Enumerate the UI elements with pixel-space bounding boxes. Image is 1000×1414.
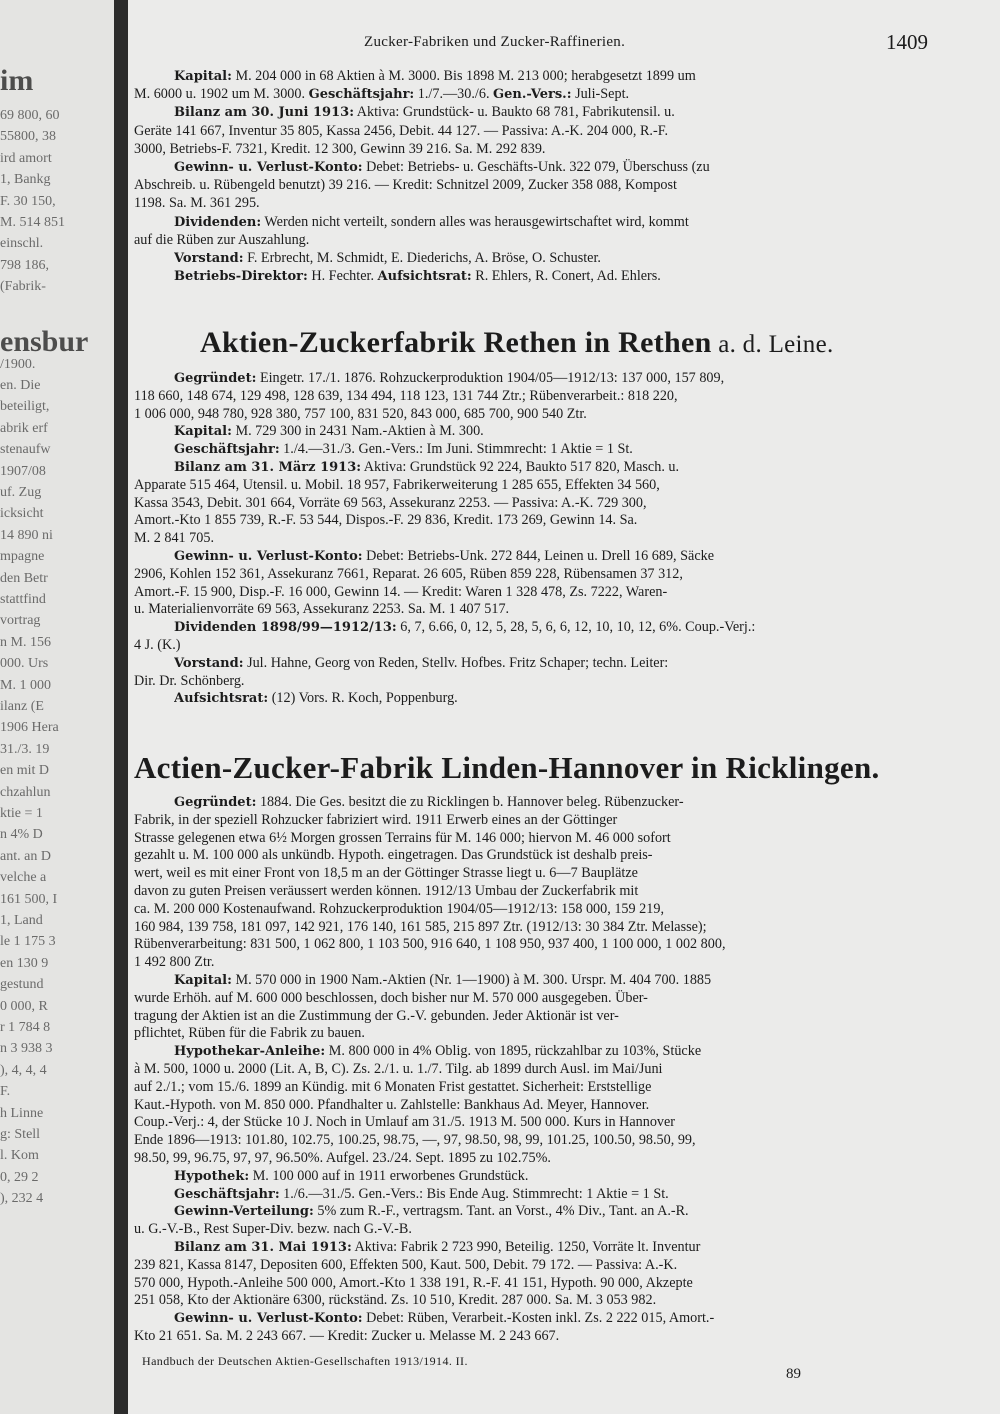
- entry-line: [174, 1186, 978, 1203]
- entry-text: pflichtet, Rüben für die Fabrik zu bauen.: [134, 1025, 365, 1042]
- left-page-fragment: chzahlun: [0, 784, 51, 800]
- entry-label: Gewinn-Verteilung:: [174, 1204, 314, 1220]
- entry-line: [134, 990, 938, 1007]
- entry-label: Kapital:: [174, 69, 232, 84]
- entry-text: 251 058, Kto der Aktionäre 6300, rückständ. Zs. 10 510, Kredit. 287 000. Sa. M. 3 053 982.: [134, 1292, 657, 1309]
- left-page-fragment: icksicht: [0, 506, 44, 522]
- geschaeftsjahr-value: 1./7.—30./6.: [414, 86, 490, 103]
- company-title-rethen: [200, 326, 834, 360]
- entry-line: [174, 214, 978, 231]
- entry-text: Rübenverarbeitung: 831 500, 1 062 800, 1 103 500, 916 640, 1 108 950, 937 400, 1 100 000, 1 002 800,: [134, 936, 726, 953]
- entry-line: [134, 1150, 938, 1167]
- entry-text: Apparate 515 464, Utensil. u. Mobil. 18 957, Fabrikerweiterung 1 285 655, Effekten 34 560,: [134, 476, 660, 493]
- left-page-fragment: 14 890 ni: [0, 527, 53, 543]
- entry-text: 5% zum R.-F., vertragsm. Tant. an Vorst., 4% Div., Tant. an A.-R.: [313, 1203, 689, 1220]
- page-gutter-divider: [114, 0, 128, 1414]
- entry-text: tragung der Aktien ist an die Zustimmung der G.-V. gebunden. Jeder Aktionär ist ver-: [134, 1007, 619, 1024]
- entry-text: (12) Vors. R. Koch, Poppenburg.: [268, 690, 458, 707]
- left-page-fragment: h Linne: [0, 1105, 44, 1121]
- entry-line: [174, 690, 978, 707]
- entry-line: [134, 141, 938, 158]
- entry-line: [134, 477, 938, 494]
- entry-line: [174, 794, 978, 811]
- entry-line: [174, 619, 978, 636]
- running-head: Zucker-Fabriken und Zucker-Raffinerien.: [364, 34, 626, 50]
- left-page-fragment: ilanz (E: [0, 699, 44, 714]
- entry-line: [134, 195, 938, 212]
- left-page-fragment: 31./3. 19: [0, 741, 50, 757]
- left-page-fragment: gestund: [0, 977, 44, 993]
- entry-text: 1198. Sa. M. 361 295.: [134, 195, 260, 212]
- entry-line: [134, 177, 938, 194]
- left-page-fragment: ensbur: [0, 325, 89, 359]
- entry-line: [174, 423, 978, 440]
- entry-label: Dividenden 1898/99—1912/13:: [174, 620, 397, 636]
- entry-text: auf die Rüben zur Auszahlung.: [134, 231, 310, 248]
- entry-text: Eingetr. 17./1. 1876. Rohzuckerproduktion 1904/05—1912/13: 137 000, 157 809,: [256, 370, 725, 386]
- entry-text: Geräte 141 667, Inventur 35 805, Kassa 2456, Debit. 44 127. — Passiva: A.-K. 204 000, R.-F.: [134, 122, 668, 139]
- left-page-fragment: M. 514 851: [0, 215, 65, 230]
- entry-line: [174, 972, 978, 989]
- genvers-label: Gen.-Vers.:: [493, 87, 572, 103]
- entry-label: Kapital:: [174, 424, 232, 440]
- entry-line: [174, 68, 978, 85]
- left-page-fragment: 798 186,: [0, 257, 49, 273]
- left-page-fragment: F.: [0, 1084, 11, 1100]
- entry-text: auf 2./1.; vom 15./6. 1899 an Kündig. mit 6 Monaten Frist gestattet. Sicherheit: Erststellige: [134, 1078, 652, 1095]
- entry-line: [174, 1239, 978, 1256]
- entry-text: u. Materialienvorräte 69 563, Assekuranz 2253. Sa. M. 1 407 517.: [134, 601, 510, 618]
- left-page-fragment: en. Die: [0, 378, 41, 393]
- entry-line: [174, 268, 978, 285]
- entry-line: [134, 86, 938, 103]
- aufsichtsrat-value: R. Ehlers, R. Conert, Ad. Ehlers.: [471, 268, 661, 285]
- left-page-fragment: /1900.: [0, 356, 36, 372]
- entry-text: Amort.-Kto 1 855 739, R.-F. 53 544, Dispos.-F. 29 836, Kredit. 173 269, Gewinn 14. Sa.: [134, 512, 638, 529]
- entry-label: Hypothekar-Anleihe:: [174, 1044, 326, 1060]
- entry-text: Coup.-Verj.: 4, der Stücke 10 J. Noch in Umlauf am 31./5. 1913 M. 500 000. Kurs in Hannover: [134, 1114, 676, 1131]
- entry-text: 160 984, 139 758, 181 097, 142 921, 176 140, 161 585, 215 897 Ztr. (1912/13: 30 384 Ztr. Melasse);: [134, 918, 707, 935]
- left-page-fragment: le 1 175 3: [0, 934, 56, 950]
- left-page-fragment: einschl.: [0, 236, 44, 252]
- left-page-fragment: 1, Bankg: [0, 172, 51, 188]
- left-page-fragment: abrik erf: [0, 420, 48, 436]
- entry-line: [134, 601, 938, 618]
- entry-text: u. G.-V.-B., Rest Super-Div. bezw. nach G.-V.-B.: [134, 1221, 412, 1238]
- entry-text: M. 204 000 in 68 Aktien à M. 3000. Bis 1898 M. 213 000; herabgesetzt 1899 um: [231, 68, 696, 84]
- entry-line: [134, 1132, 938, 1149]
- entry-text: Debet: Rüben, Verarbeit.-Kosten inkl. Zs. 2 222 015, Amort.-: [362, 1310, 715, 1327]
- entry-label: Gewinn- u. Verlust-Konto:: [174, 549, 363, 564]
- company-title-rethen-main: Aktien-Zuckerfabrik Rethen in Rethen: [200, 326, 712, 359]
- left-page-fragment: M. 1 000: [0, 677, 51, 693]
- aufsichtsrat-label: Aufsichtsrat:: [377, 269, 472, 285]
- left-page-fragment: 1907/08: [0, 463, 46, 479]
- entry-line: [174, 1203, 978, 1220]
- left-page-fragment: beteiligt,: [0, 399, 50, 415]
- entry-label: Vorstand:: [174, 655, 244, 671]
- entry-line: [134, 495, 938, 512]
- entry-text: 98.50, 99, 96.75, 97, 97, 96.50%. Aufgel. 23./24. Sept. 1895 zu 102.75%.: [134, 1150, 551, 1166]
- entry-label: Bilanz am 30. Juni 1913:: [174, 105, 354, 121]
- left-page-fragment: ant. an D: [0, 848, 51, 864]
- entry-label: Bilanz am 31. März 1913:: [174, 460, 362, 475]
- left-page-fragment: 0, 29 2: [0, 1169, 39, 1185]
- left-page-fragment: 1906 Hera: [0, 720, 59, 736]
- entry-line: [174, 370, 978, 387]
- entry-text: 1884. Die Ges. besitzt die zu Ricklingen b. Hannover beleg. Rübenzucker-: [256, 794, 684, 810]
- entry-line: [174, 459, 978, 476]
- entry-text: Abschreib. u. Rübengeld benutzt) 39 216. — Kredit: Schnitzel 2009, Zucker 358 088, Kompost: [134, 177, 677, 194]
- entry-line: [134, 566, 938, 583]
- entry-line: [134, 388, 938, 405]
- left-page-fragment: stattfind: [0, 592, 46, 607]
- entry-text: 1 492 800 Ztr.: [134, 954, 215, 971]
- entry-label: Gewinn- u. Verlust-Konto:: [174, 160, 363, 175]
- entry-line: [134, 1328, 938, 1345]
- left-page-fragment: ird amort: [0, 150, 52, 166]
- entry-line: [134, 865, 938, 882]
- entry-line: [134, 1114, 938, 1131]
- entry-label: Geschäftsjahr:: [174, 1186, 280, 1202]
- left-page-fragment: ), 232 4: [0, 1191, 44, 1207]
- entry-text: 6, 7, 6.66, 0, 12, 5, 28, 5, 6, 6, 12, 10, 10, 12, 6%. Coup.-Verj.:: [396, 619, 756, 636]
- left-page-fragment: velche a: [0, 870, 47, 886]
- entry-line: [134, 847, 938, 864]
- left-page-fragment: n 4% D: [0, 827, 43, 843]
- left-page-fragment: n M. 156: [0, 634, 51, 650]
- entry-line: [174, 441, 978, 458]
- left-page-fragment: den Betr: [0, 570, 48, 586]
- entry-line: [134, 1008, 938, 1025]
- entry-line: [134, 1257, 938, 1274]
- entry-text: 3000, Betriebs-F. 7321, Kredit. 12 300, Gewinn 39 216. Sa. M. 292 839.: [134, 140, 546, 157]
- entry-text: Kassa 3543, Debit. 301 664, Vorräte 69 563, Assekuranz 2253. — Passiva: A.-K. 729 300,: [134, 494, 647, 511]
- entry-line: [134, 1025, 938, 1042]
- left-page-fragment: mpagne: [0, 549, 45, 565]
- entry-label: Geschäftsjahr:: [174, 442, 280, 458]
- entry-text: Amort.-F. 15 900, Disp.-F. 16 000, Gewinn 14. — Kredit: Waren 1 328 478, Zs. 7222, Waren-: [134, 583, 668, 600]
- entry-text: M. 2 841 705.: [134, 530, 215, 547]
- page-header: [134, 26, 954, 66]
- company-title-rethen-suffix: a. d. Leine.: [711, 331, 834, 358]
- entry-line: [134, 901, 938, 918]
- entry-text: Debet: Betriebs- u. Geschäfts-Unk. 322 079, Überschuss (zu: [362, 159, 710, 175]
- entry-line: [174, 1168, 978, 1185]
- company-title-linden: [134, 750, 880, 786]
- left-page-fragment: 0 000, R: [0, 998, 48, 1014]
- entry-text: Dir. Dr. Schönberg.: [134, 672, 245, 689]
- page-number: 1409: [886, 30, 928, 54]
- entry-text: Strasse gelegenen etwa 6½ Morgen grossen Terrains für M. 146 000; hiervon M. 46 000 sofort: [134, 829, 671, 846]
- entry-text: 239 821, Kassa 8147, Depositen 600, Effekten 500, Kaut. 500, Debit. 79 172. — Passiva: A.-K.: [134, 1256, 678, 1273]
- left-page-fragment: n 3 938 3: [0, 1041, 53, 1057]
- entry-text: 2906, Kohlen 152 361, Assekuranz 7661, Reparat. 26 605, Rüben 859 228, Rübensamen 37 312,: [134, 565, 683, 582]
- entry-text: Jul. Hahne, Georg von Reden, Stellv. Hofbes. Fritz Schaper; techn. Leiter:: [243, 654, 669, 671]
- entry-label: Vorstand:: [174, 251, 244, 266]
- company-title-linden-main: Actien-Zucker-Fabrik Linden-Hannover in Ricklingen.: [134, 750, 880, 785]
- left-page-fragment: en mit D: [0, 763, 49, 779]
- entry-text: M. 100 000 auf in 1911 erworbenes Grundstück.: [249, 1167, 529, 1184]
- left-page-fragment: im: [0, 64, 34, 97]
- entry-line: [174, 250, 978, 267]
- entry-line: [134, 936, 938, 953]
- entry-label: Dividenden:: [174, 214, 262, 230]
- left-page-fragment: g: Stell: [0, 1127, 41, 1142]
- entry-line: [134, 530, 938, 547]
- entry-line: [134, 1221, 938, 1238]
- entry-text: Kto 21 651. Sa. M. 2 243 667. — Kredit: Zucker u. Melasse M. 2 243 667.: [134, 1328, 560, 1344]
- entry-label: Betriebs-Direktor:: [174, 269, 308, 285]
- entry-text: wurde Erhöh. auf M. 600 000 beschlossen, doch bisher nur M. 570 000 ausgegeben. Über-: [134, 989, 648, 1006]
- entry-text: Fabrik, in der speziell Rohzucker fabriziert wird. 1911 Erwerb eines an der Göttinger: [134, 811, 618, 828]
- entry-label: Gegründet:: [174, 795, 257, 810]
- entry-line: [134, 883, 938, 900]
- genvers-value: Juli-Sept.: [571, 86, 630, 103]
- entry-label: Gewinn- u. Verlust-Konto:: [174, 1311, 363, 1327]
- entry-text: Aktiva: Grundstück- u. Baukto 68 781, Fabrikutensil. u.: [354, 104, 675, 121]
- entry-text: 570 000, Hypoth.-Anleihe 500 000, Amort.-Kto 1 338 191, R.-F. 41 151, Hypoth. 90 000, Akzepte: [134, 1274, 693, 1291]
- entry-line: [174, 548, 978, 565]
- entry-text: gezahlt u. M. 100 000 als unkündb. Hypoth. eingetragen. Das Grundstück ist deshalb preis-: [134, 847, 653, 864]
- left-page-fragment: l. Kom: [0, 1148, 39, 1164]
- geschaeftsjahr-label: Geschäftsjahr:: [308, 87, 415, 103]
- entry-text: H. Fechter.: [307, 268, 378, 285]
- entry-text: M. 6000 u. 1902 um M. 3000.: [134, 86, 309, 103]
- document-page: [134, 0, 954, 1414]
- left-page-fragment: ktie = 1: [0, 806, 43, 821]
- left-page-fragment: 161 500, I: [0, 891, 58, 907]
- entry-line: [174, 104, 978, 121]
- signature-mark: 89: [786, 1366, 801, 1382]
- left-page-fragment: F. 30 150,: [0, 193, 56, 209]
- entry-text: Debet: Betriebs-Unk. 272 844, Leinen u. Drell 16 689, Säcke: [362, 548, 715, 564]
- left-page-fragment: 55800, 38: [0, 129, 56, 145]
- entry-line: [134, 673, 938, 690]
- entry-line: [134, 512, 938, 529]
- entry-text: 4 J. (K.): [134, 637, 181, 653]
- entry-line: [134, 1097, 938, 1114]
- entry-label: Hypothek:: [174, 1168, 250, 1184]
- entry-text: Ende 1896—1913: 101.80, 102.75, 100.25, 98.75, —, 97, 98.50, 98, 99, 101.25, 100.50, 98.50, 99,: [134, 1132, 696, 1149]
- entry-text: Aktiva: Grundstück 92 224, Baukto 517 820, Masch. u.: [361, 459, 680, 475]
- entry-line: [174, 655, 978, 672]
- entry-line: [134, 406, 938, 423]
- entry-line: [134, 1292, 938, 1309]
- entry-text: ca. M. 200 000 Kostenaufwand. Rohzuckerproduktion 1904/05—1912/13: 158 000, 159 219,: [134, 900, 664, 917]
- entry-line: [134, 919, 938, 936]
- entry-text: davon zu guten Preisen veräussert werden können. 1912/13 Umbau der Zuckerfabrik mit: [134, 883, 639, 899]
- entry-line: [134, 830, 938, 847]
- entry-text: Werden nicht verteilt, sondern alles was herausgewirtschaftet wird, kommt: [261, 213, 689, 230]
- entry-line: [174, 1043, 978, 1060]
- left-page-fragment: 000. Urs: [0, 656, 49, 672]
- entry-text: à M. 500, 1000 u. 2000 (Lit. A, B, C). Zs. 2./1. u. 1./7. Tilg. ab 1899 durch Ausl. im Mai/Juni: [134, 1061, 663, 1077]
- entry-text: M. 729 300 in 2431 Nam.-Aktien à M. 300.: [231, 423, 484, 440]
- entry-label: Gegründet:: [174, 371, 257, 386]
- entry-line: [134, 954, 938, 971]
- entry-line: [134, 123, 938, 140]
- entry-text: 1 006 000, 948 780, 928 380, 757 100, 831 520, 843 000, 685 700, 900 540 Ztr.: [134, 405, 587, 422]
- entry-line: [134, 637, 938, 654]
- entry-line: [134, 812, 938, 829]
- entry-text: 1./6.—31./5. Gen.-Vers.: Bis Ende Aug. Stimmrecht: 1 Aktie = 1 St.: [279, 1185, 669, 1202]
- entry-text: F. Erbrecht, M. Schmidt, E. Diederichs, A. Bröse, O. Schuster.: [243, 250, 601, 266]
- entry-line: [134, 584, 938, 601]
- entry-line: [174, 1310, 978, 1327]
- entry-label: Bilanz am 31. Mai 1913:: [174, 1240, 352, 1255]
- entry-line: [174, 159, 978, 176]
- entry-label: Aufsichtsrat:: [174, 691, 269, 707]
- entry-line: [134, 232, 938, 249]
- left-page-strip: [0, 0, 120, 1414]
- entry-label: Kapital:: [174, 973, 232, 988]
- entry-text: 118 660, 148 674, 129 498, 128 639, 134 494, 118 123, 131 744 Ztr.; Rübenverarbeit.: 818 220,: [134, 387, 678, 404]
- left-page-fragment: 1, Land: [0, 913, 43, 928]
- entry-line: [134, 1079, 938, 1096]
- footer-line: Handbuch der Deutschen Aktien-Gesellschaften 1913/1914. II.: [142, 1354, 468, 1368]
- left-page-fragment: ), 4, 4, 4: [0, 1062, 47, 1078]
- left-page-fragment: stenaufw: [0, 442, 51, 458]
- entry-text: 1./4.—31./3. Gen.-Vers.: Im Juni. Stimmrecht: 1 Aktie = 1 St.: [279, 441, 633, 458]
- left-page-fragment: vortrag: [0, 613, 41, 629]
- left-page-fragment: r 1 784 8: [0, 1020, 51, 1035]
- left-page-fragment: (Fabrik-: [0, 279, 46, 295]
- entry-text: Aktiva: Fabrik 2 723 990, Beteilig. 1250, Vorräte lt. Inventur: [351, 1239, 701, 1255]
- left-page-fragment: 69 800, 60: [0, 108, 60, 123]
- entry-text: wert, weil es mit einer Front von 18,5 m an der Göttinger Strasse liegt u. 6—7 Bauplätze: [134, 865, 638, 882]
- left-page-fragment: uf. Zug: [0, 485, 42, 500]
- entry-line: [134, 1061, 938, 1078]
- entry-text: M. 800 000 in 4% Oblig. von 1895, rückzahlbar zu 103%, Stücke: [325, 1043, 702, 1060]
- entry-text: Kaut.-Hypoth. von M. 850 000. Pfandhalter u. Zahlstelle: Bankhaus Ad. Meyer, Hannover.: [134, 1096, 650, 1113]
- entry-text: M. 570 000 in 1900 Nam.-Aktien (Nr. 1—1900) à M. 300. Urspr. M. 404 700. 1885: [231, 972, 712, 988]
- entry-line: [134, 1275, 938, 1292]
- left-page-fragment: en 130 9: [0, 955, 49, 971]
